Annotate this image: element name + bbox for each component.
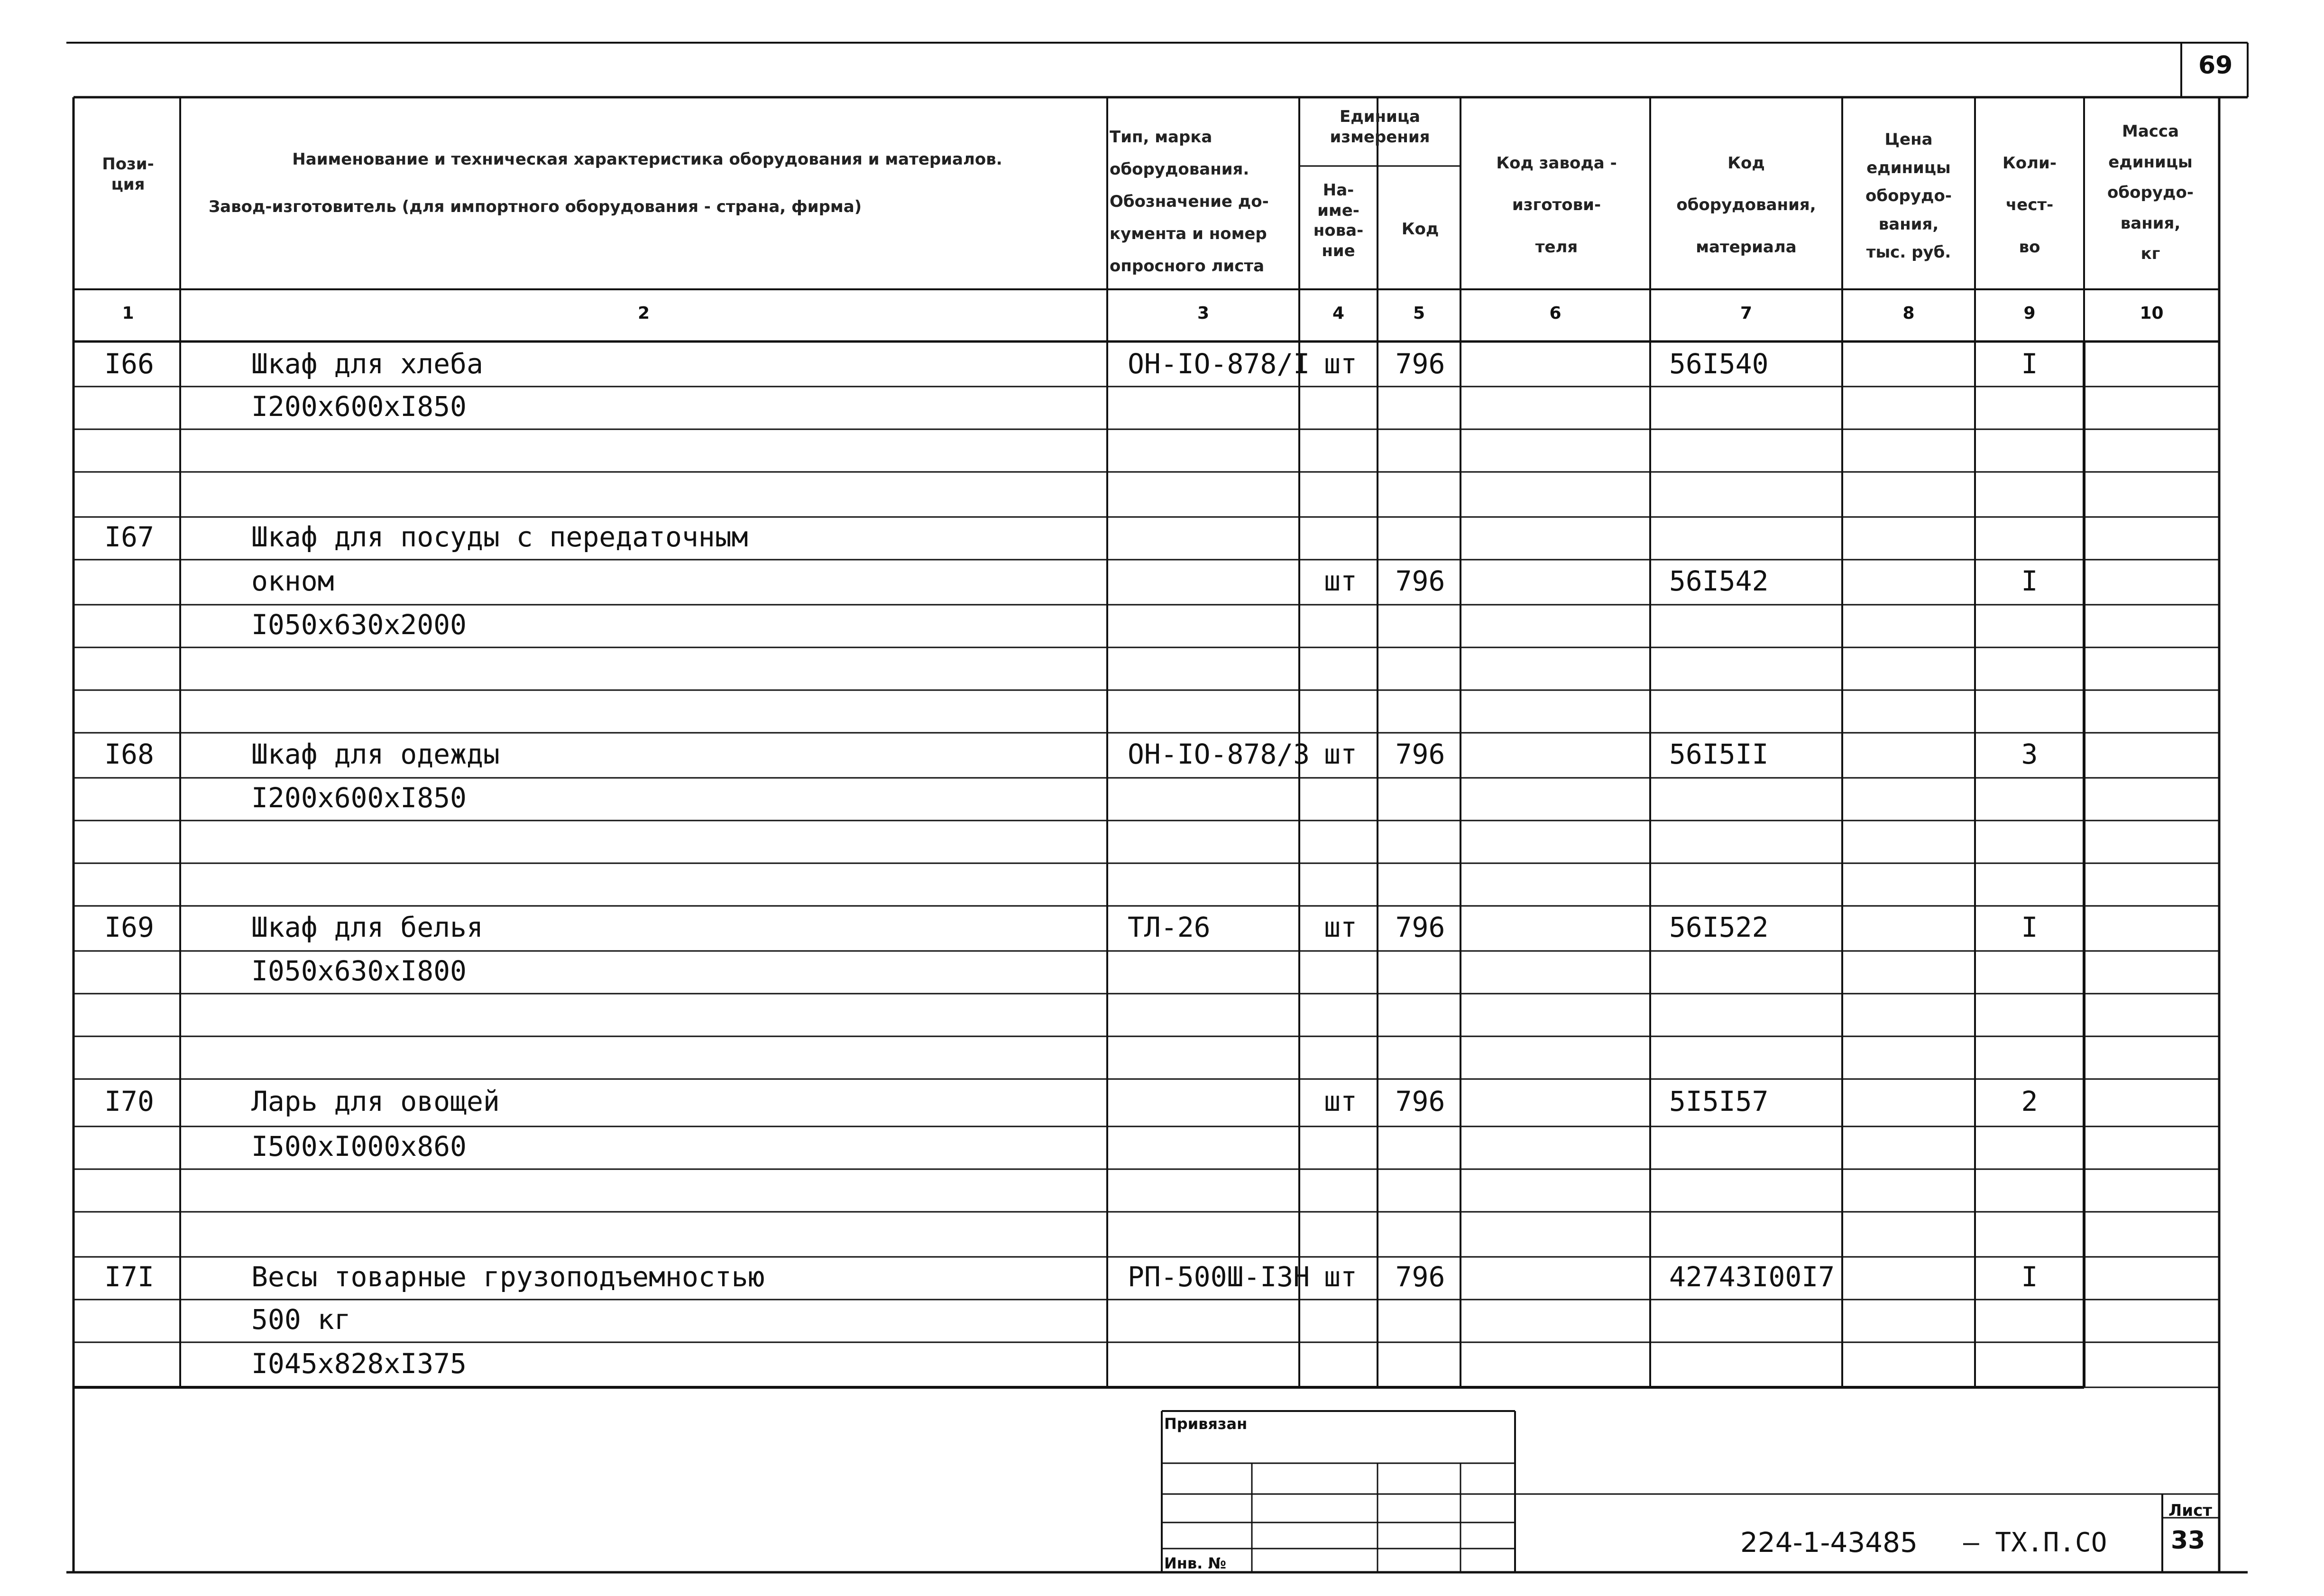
row-name: Весы товарные грузоподъемностью [251, 1261, 765, 1293]
row-unit-name: шт [1324, 348, 1357, 380]
row-quantity: I [2021, 1261, 2038, 1293]
row-name: Ларь для овощей [251, 1085, 500, 1117]
row-name: 500 кг [251, 1303, 351, 1336]
header-position: Пози- ция [102, 155, 154, 194]
header-unit-name: На- име- нова- ние [1313, 181, 1364, 260]
row-position: I70 [104, 1085, 154, 1117]
row-unit-code: 796 [1395, 911, 1445, 943]
row-type: ТЛ-26 [1128, 911, 1211, 943]
row-equipment-code: 56I5II [1669, 738, 1769, 770]
header-factory-code: Код завода - изготови- теля [1496, 154, 1617, 257]
row-quantity: I [2021, 348, 2038, 380]
sheet-number: 33 [2171, 1526, 2205, 1555]
row-name: I200х600хI850 [251, 782, 467, 814]
row-name: окном [251, 564, 334, 597]
row-name: Шкаф для посуды с передаточным [251, 521, 748, 553]
row-type: ОН-IО-878/I [1128, 348, 1310, 380]
sheet-label: Лист [2168, 1501, 2212, 1520]
row-type: РП-500Ш-I3Н [1128, 1261, 1310, 1293]
header-name-line2: Завод-изготовитель (для импортного оборудования - страна, фирма) [209, 197, 862, 216]
row-unit-code: 796 [1395, 738, 1445, 770]
header-unit-group: Единица измерения [1330, 107, 1430, 147]
stamp-inventory-label: Инв. № [1164, 1554, 1226, 1572]
row-quantity: I [2021, 911, 2038, 943]
row-position: I69 [104, 911, 154, 943]
column-number: 7 [1740, 304, 1753, 323]
row-name: I050х630хI800 [251, 955, 467, 987]
stamp-linked-label: Привязан [1164, 1415, 1248, 1433]
row-unit-code: 796 [1395, 1261, 1445, 1293]
row-name: Шкаф для одежды [251, 738, 500, 770]
header-unit-mass: Масса единицы оборудо- вания, кг [2107, 122, 2194, 264]
row-name: Шкаф для белья [251, 911, 483, 943]
row-equipment-code: 42743I00I7 [1669, 1261, 1835, 1293]
row-quantity: I [2021, 564, 2038, 597]
row-unit-name: шт [1324, 1085, 1357, 1117]
row-name: I045х828хI375 [251, 1347, 467, 1380]
row-quantity: 2 [2021, 1085, 2038, 1117]
row-unit-name: шт [1324, 738, 1357, 770]
row-position: I66 [104, 348, 154, 380]
column-number: 6 [1549, 304, 1562, 323]
row-equipment-code: 5I5I57 [1669, 1085, 1769, 1117]
header-equipment-code: Код оборудования, материала [1676, 154, 1816, 257]
row-name: I050х630х2000 [251, 609, 467, 641]
row-type: ОН-IО-878/3 [1128, 738, 1310, 770]
header-unit-code: Код [1401, 220, 1439, 239]
column-number: 10 [2140, 304, 2164, 323]
column-number: 4 [1332, 304, 1345, 323]
column-number: 9 [2023, 304, 2036, 323]
column-number: 2 [637, 304, 650, 323]
row-name: I200х600хI850 [251, 390, 467, 423]
row-position: I7I [104, 1261, 154, 1293]
row-equipment-code: 56I522 [1669, 911, 1769, 943]
row-unit-name: шт [1324, 911, 1357, 943]
row-position: I67 [104, 521, 154, 553]
header-quantity: Коли- чест- во [2002, 154, 2057, 257]
row-name: Шкаф для хлеба [251, 348, 483, 380]
column-number: 8 [1902, 304, 1915, 323]
row-unit-name: шт [1324, 564, 1357, 597]
row-unit-name: шт [1324, 1261, 1357, 1293]
row-unit-code: 796 [1395, 348, 1445, 380]
column-number: 3 [1197, 304, 1210, 323]
document-suffix: – ТХ.П.СО [1963, 1527, 2107, 1558]
row-quantity: 3 [2021, 738, 2038, 770]
row-position: I68 [104, 738, 154, 770]
document-code: 224-1-43485 [1740, 1526, 1918, 1559]
header-type: Тип, марка оборудования. Обозначение до- кумента и номер опросного листа [1110, 128, 1269, 276]
column-number: 1 [122, 304, 134, 323]
row-unit-code: 796 [1395, 564, 1445, 597]
column-number: 5 [1413, 304, 1425, 323]
row-name: I500хI000х860 [251, 1130, 467, 1162]
page-number: 69 [2198, 51, 2233, 80]
row-unit-code: 796 [1395, 1085, 1445, 1117]
header-name-line1: Наименование и техническая характеристика оборудования и материалов. [292, 150, 1002, 169]
header-unit-price: Цена единицы оборудо- вания, тыс. руб. [1865, 130, 1952, 262]
row-equipment-code: 56I540 [1669, 348, 1769, 380]
row-equipment-code: 56I542 [1669, 564, 1769, 597]
